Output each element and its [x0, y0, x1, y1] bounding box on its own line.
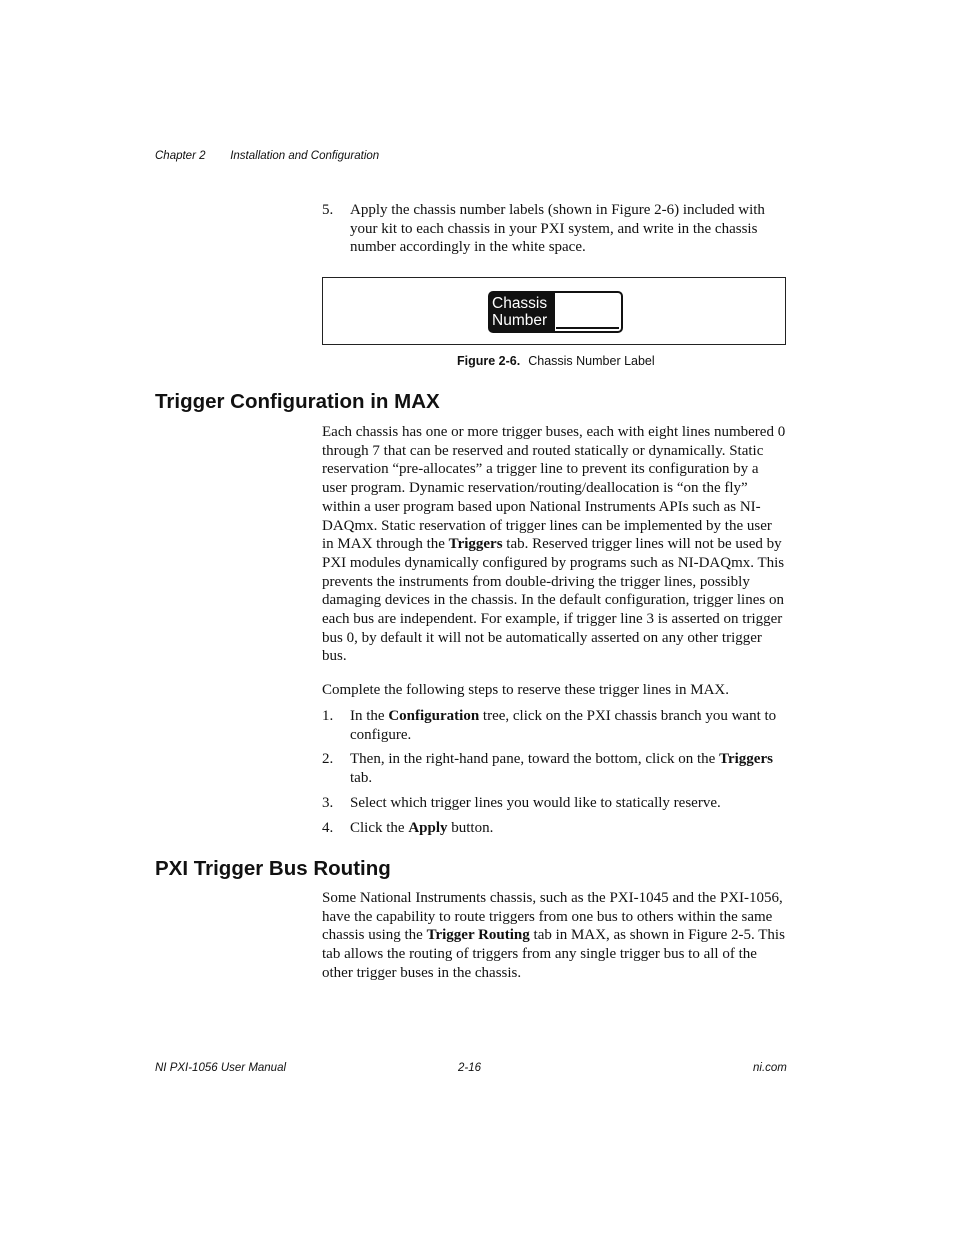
- step-4: [322, 819, 786, 838]
- ui-term-trigger-routing: Trigger Routing: [426, 927, 530, 944]
- chassis-number-label: [488, 291, 623, 333]
- footer-website: ni.com: [753, 1062, 787, 1074]
- header-chapter: Chapter 2: [155, 150, 206, 162]
- step-text-post: tree, click on the PXI chassis branch you want to configure.: [350, 708, 777, 743]
- step-text: [350, 819, 786, 838]
- footer-page-number: 2-16: [458, 1062, 482, 1074]
- paragraph-text-b: tab in MAX, as shown in Figure 2-5. This tab allows the routing of triggers from any single trigger bus to all of the other trigger buses in the chassis.: [322, 927, 785, 981]
- step-text: [350, 707, 786, 744]
- running-header: [155, 150, 379, 162]
- step-5: [322, 201, 786, 257]
- step-3: [322, 794, 786, 813]
- step-text: Apply the chassis number labels (shown in Figure 2-6) included with your kit to each chassis in your PXI system, and write in the chassis number accordingly in the white space.: [350, 202, 765, 256]
- section-heading-pxi-routing: PXI Trigger Bus Routing: [155, 857, 391, 880]
- step-text-post: tab.: [350, 769, 373, 786]
- step-number: 4.: [322, 820, 334, 836]
- pxi-routing-paragraph: [322, 889, 786, 983]
- figure-title: Chassis Number Label: [528, 354, 655, 368]
- header-section: Installation and Configuration: [230, 150, 380, 162]
- step-text: [350, 750, 786, 787]
- trigger-config-paragraph: [322, 423, 786, 666]
- paragraph-text-b: tab. Reserved trigger lines will not be used by PXI modules dynamically configured by programs such as NI-DAQmx. This prevents the instruments from double-driving the trigger lines, possibly damaging devices in the chassis. In the default configuration, trigger lines on each bus are independent. For example, if trigger line 3 is asserted on trigger bus 0, by default it will not be automatically asserted on any other trigger bus.: [322, 536, 785, 665]
- label-line-1: Chassis: [492, 295, 548, 312]
- figure-number: Figure 2-6.: [457, 354, 521, 368]
- paragraph-text-a: Some National Instruments chassis, such as the PXI-1045 and the PXI-1056, have the capability to route triggers from one bus to others within the same chassis using the: [322, 890, 783, 944]
- ui-term-configuration: Configuration: [388, 708, 480, 724]
- paragraph-text-a: Each chassis has one or more trigger buses, each with eight lines numbered 0 through 7 that can be reserved and routed statically or dynamically. Static reservation “pre-allocates” a trigger line to prevent its configuration by a user program. Dynamic reservation/routing/deallocation is “on the fly” within a user program based upon National Instruments APIs such as NI-DAQmx. Static reservation of trigger lines can be implemented by the user in MAX through the: [322, 424, 786, 553]
- step-2: [322, 750, 786, 787]
- figure-frame: [322, 277, 786, 345]
- ui-term-triggers: Triggers: [719, 751, 773, 767]
- step-1: [322, 707, 786, 744]
- step-text-pre: Click the: [350, 820, 405, 836]
- ui-term-triggers: Triggers: [448, 536, 503, 553]
- step-text-pre: Then, in the right-hand pane, toward the bottom, click on the: [350, 751, 716, 767]
- footer-manual-title: NI PXI-1056 User Manual: [155, 1062, 287, 1074]
- step-text: Select which trigger lines you would like to statically reserve.: [350, 795, 721, 811]
- step-number: 2.: [322, 751, 334, 767]
- chassis-number-tag: [490, 293, 555, 331]
- ui-term-apply: Apply: [408, 820, 448, 836]
- step-text-pre: In the: [350, 708, 385, 724]
- step-number: 1.: [322, 708, 334, 724]
- step-number: 5.: [322, 202, 334, 218]
- step-text-post: button.: [451, 820, 494, 836]
- write-in-area: [556, 327, 619, 329]
- label-line-2: Number: [492, 312, 548, 329]
- steps-intro: Complete the following steps to reserve these trigger lines in MAX.: [322, 682, 729, 698]
- section-heading-trigger-config: Trigger Configuration in MAX: [155, 390, 440, 413]
- step-number: 3.: [322, 795, 334, 811]
- figure-caption: [457, 354, 655, 368]
